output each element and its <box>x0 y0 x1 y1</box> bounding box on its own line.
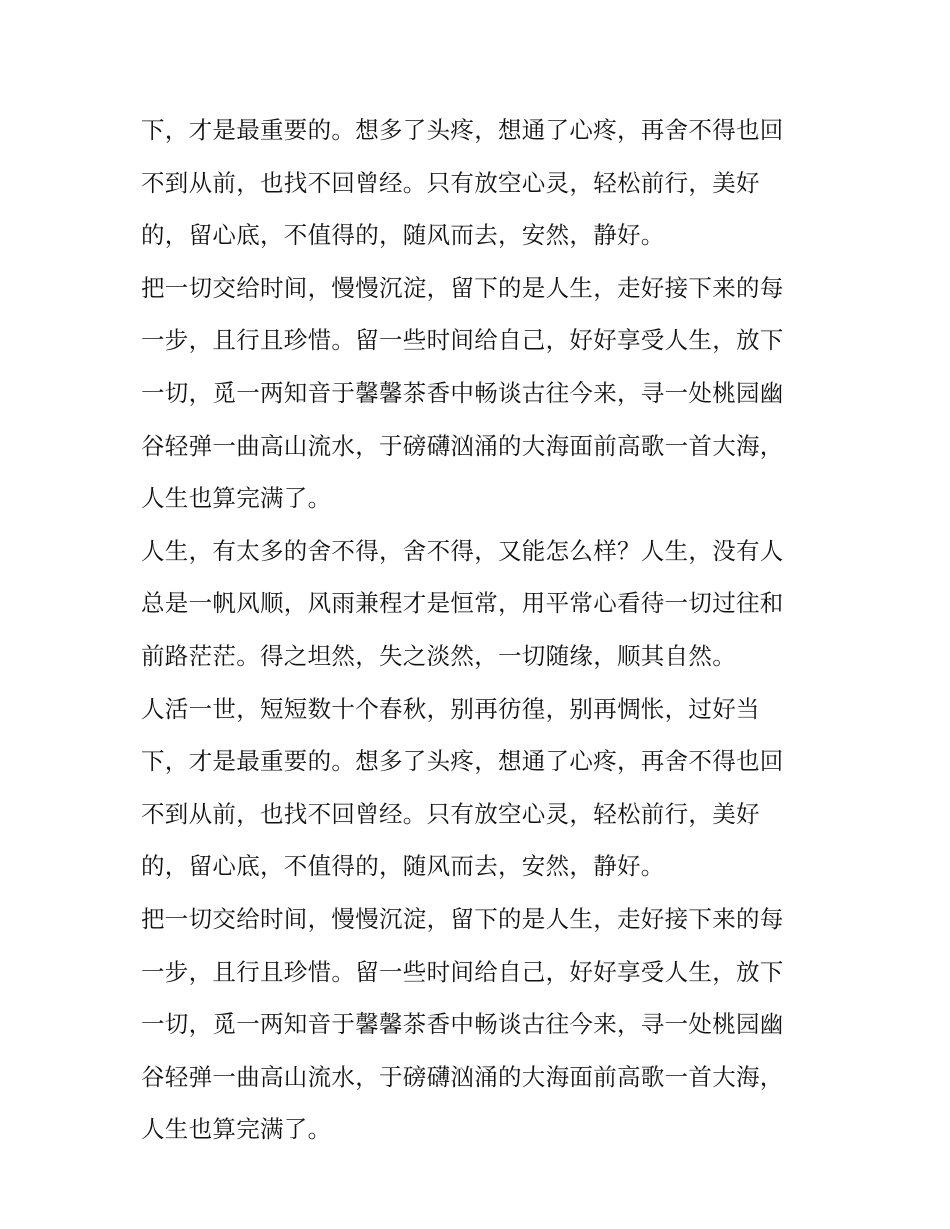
text-line: 人生也算完满了。 <box>141 484 332 513</box>
document-body <box>141 104 821 1156</box>
text-line: 前路茫茫。得之坦然，失之淡然，一切随缘，顺其自然。 <box>141 641 736 670</box>
text-line: 一步，且行且珍惜。留一些时间给自己，好好享受人生，放下 <box>141 326 784 355</box>
text-line: 不到从前，也找不回曾经。只有放空心灵，轻松前行，美好 <box>141 799 760 828</box>
text-line: 不到从前，也找不回曾经。只有放空心灵，轻松前行，美好 <box>141 168 760 197</box>
text-line: 人生也算完满了。 <box>141 1115 332 1144</box>
text-line: 人生，有太多的舍不得，舍不得，又能怎么样？人生，没有人 <box>141 536 784 565</box>
text-line: 把一切交给时间，慢慢沉淀，留下的是人生，走好接下来的每 <box>141 904 784 933</box>
text-line: 的，留心底，不值得的，随风而去，安然，静好。 <box>141 852 665 881</box>
text-line: 谷轻弹一曲高山流水，于磅礴汹涌的大海面前高歌一首大海， <box>141 1062 784 1091</box>
text-line: 下，才是最重要的。想多了头疼，想通了心疼，再舍不得也回 <box>141 116 784 144</box>
text-line: 谷轻弹一曲高山流水，于磅礴汹涌的大海面前高歌一首大海， <box>141 431 784 460</box>
text-line: 一切，觅一两知音于馨馨茶香中畅谈古往今来，寻一处桃园幽 <box>141 1010 784 1039</box>
text-line: 总是一帆风顺，风雨兼程才是恒常，用平常心看待一切过往和 <box>141 589 784 618</box>
text-line: 一步，且行且珍惜。留一些时间给自己，好好享受人生，放下 <box>141 957 784 986</box>
text-line: 的，留心底，不值得的，随风而去，安然，静好。 <box>141 221 665 250</box>
text-line: 人活一世，短短数十个春秋，别再彷徨，别再惆怅，过好当 <box>141 694 760 723</box>
text-line: 一切，觅一两知音于馨馨茶香中畅谈古往今来，寻一处桃园幽 <box>141 378 784 407</box>
text-line: 把一切交给时间，慢慢沉淀，留下的是人生，走好接下来的每 <box>141 273 784 302</box>
text-line: 下，才是最重要的。想多了头疼，想通了心疼，再舍不得也回 <box>141 747 784 776</box>
